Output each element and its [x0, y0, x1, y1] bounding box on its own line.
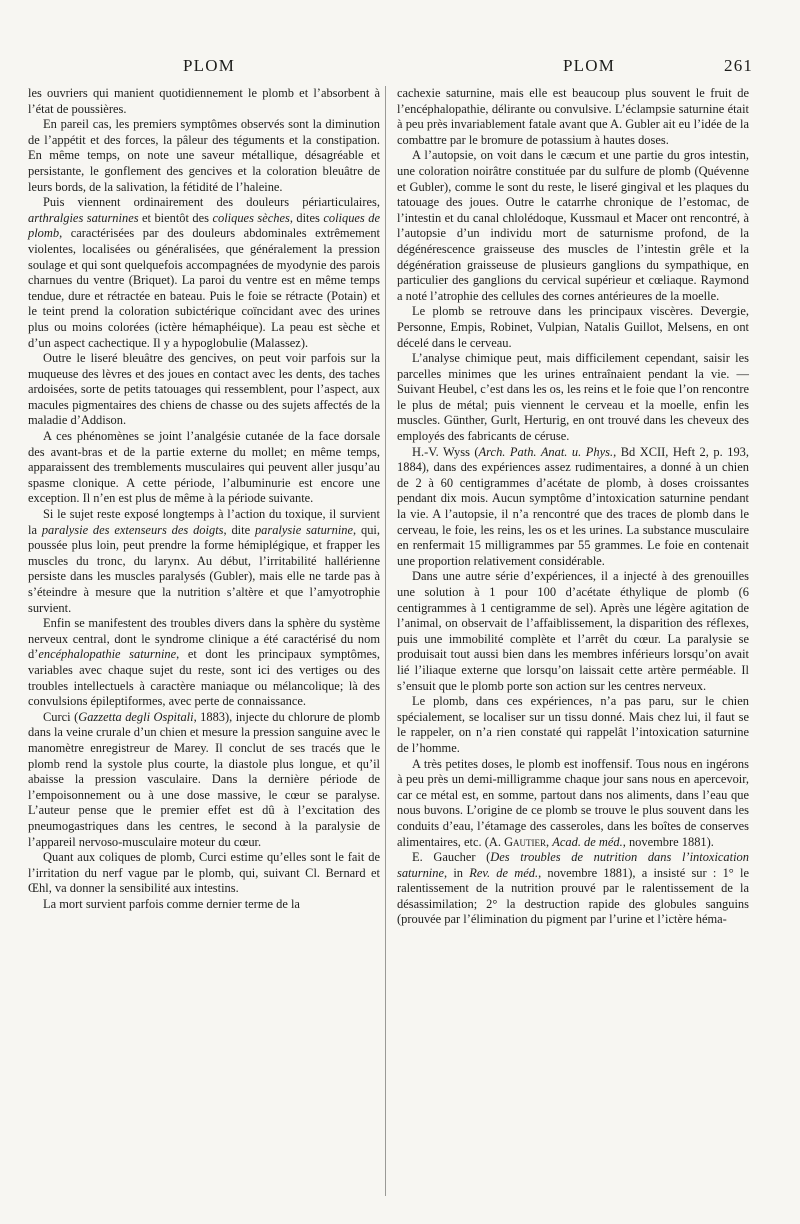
paragraph: La mort survient parfois comme dernier terme de la	[43, 896, 300, 911]
paragraph: Curci (Gazzetta degli Ospitali, 1883), injecte du chlorure de plomb dans la veine crurale d’un chien et mesure la pression sanguine avec le manomètre enregistreur de Marey. Il conclut de ses tracés que le plomb rend la systole plus courte, la diastole plus longue, et qu’il abaisse la pression vasculaire. Dans la dernière période de l’empoisonnement ou à une dose massive, le cœur se paralyse. L’auteur pense que le premier effet est dû à l’excitation des pneumogastriques dans les centres, le second à la paralysie de l’appareil nervoso-musculaire moteur du cœur.	[28, 709, 381, 849]
paragraph: H.-V. Wyss (Arch. Path. Anat. u. Phys., Bd XCII, Heft 2, p. 193, 1884), dans des expériences assez rudimentaires, a donné à un chien de 2 à 60 centigrammes d’acétate de plomb, à doses croissantes pendant dix mois. Aucun symptôme d’intoxication saturnine pendant la vie. A l’autopsie, il n’a rencontré que des traces de plomb dans le cerveau, le foie, les reins, les os et les urines. La substance musculaire en renfermait 15 milligrammes par 55 grammes. Le foie en contenait une proportion relativement considérable.	[397, 444, 750, 568]
running-head-left: PLOM	[183, 56, 236, 75]
paragraph: A ces phénomènes se joint l’analgésie cutanée de la face dorsale des avant-bras et de la partie externe du mollet; en même temps, apparaissent des tremblements musculaires qui peuvent aller jusqu’au spasme clonique. A cette période, l’albuminurie est encore une exception. Il n’en est plus de même à la période suivante.	[28, 429, 380, 506]
paragraph: cachexie saturnine, mais elle est beaucoup plus souvent le fruit de l’encéphalopathie, délirante ou convulsive. L’éclampsie saturnine était à peu près invariablement fatale avant que A. Gubler ait eu l’idée de la combattre par le bromure de potassium à hautes doses.	[397, 86, 749, 147]
paragraph: Dans une autre série d’expériences, il a injecté à des grenouilles une solution à 1 pour 100 d’acétate éthylique de plomb (6 centigrammes à 1 centigramme de sel). Après une légère agitation de l’animal, on observait de l’affaiblissement, la disparition des réflexes, puis une immobilité complète et l’arrêt du cœur. La paralysie se produisait tout aussi bien dans les membres inférieurs lorsqu’on avait lié l’iliaque externe que lorsqu’on laissait cette artère perméable. Il s’ensuit que le plomb porte son action sur les centres nerveux.	[397, 569, 749, 693]
paragraph: Le plomb se retrouve dans les principaux viscères. Devergie, Personne, Empis, Robinet, Vulpian, Natalis Guillot, Melsens, en ont décelé dans le cerveau.	[397, 304, 749, 350]
paragraph: Enfin se manifestent des troubles divers dans la sphère du système nerveux central, dont le syndrome clinique a été caractérisé du nom d’encéphalopathie saturnine, et dont les principaux symptômes, variables avec chaque sujet du reste, sont ici des vertiges ou des troubles intellectuels à caractère maniaque ou mélancolique; là des convulsions épileptiformes, avec perte de connaissance.	[28, 616, 380, 709]
paragraph: E. Gaucher (Des troubles de nutrition dans l’intoxication saturnine, in Rev. de méd., novembre 1881), a insisté sur : 1° le ralentissement de la nutrition prouvé par le ralentissement de la désassimilation; 2° la destruction rapide des globules sanguins (prouvée par l’élimination du pigment par l’urine et l’ictère héma-	[397, 850, 749, 927]
paragraph: Quant aux coliques de plomb, Curci estime qu’elles sont le fait de l’irritation du nerf vague par le plomb, qui, suivant Cl. Bernard et Œhl, va donner la sensibilité aux intestins.	[28, 850, 380, 896]
paragraph: En pareil cas, les premiers symptômes observés sont la diminution de l’appétit et des forces, la pâleur des téguments et la constipation. En même temps, on note une saveur métallique, désagréable et persistante, le gonflement des gencives et la coloration bleuâtre de leurs bords, de la salivation, la fétidité de l’haleine.	[28, 117, 380, 194]
running-head-right: PLOM	[563, 56, 616, 75]
paragraph: les ouvriers qui manient quotidiennement le plomb et l’absorbent à l’état de poussières.	[28, 86, 380, 116]
page-number: 261	[724, 56, 754, 75]
right-column	[397, 86, 749, 928]
paragraph: A très petites doses, le plomb est inoffensif. Tous nous en ingérons à peu près un demi-milligramme chaque jour sans nous en apercevoir, car ce métal est, en somme, partout dans nos aliments, dans l’eau que nous buvons. L’origine de ce plomb se trouve le plus souvent dans les conduits d’eau, l’étamage des casseroles, dans les boîtes de conserves alimentaires, etc. (A. Gautier, Acad. de méd., novembre 1881).	[397, 756, 749, 849]
paragraph: A l’autopsie, on voit dans le cæcum et une partie du gros intestin, une coloration noirâtre constituée par du sulfure de plomb (Quévenne et Gubler), comme le sont du reste, le liseré gingival et les plaques du tatouage des joues. Outre le catarrhe chronique de l’estomac, de l’intestin et du canal chlolédoque, Kussmaul et Macer ont rencontré, à l’autopsie d’un individu mort de saturnisme profond, de la dégénérescence graisseuse des muscles de l’intestin grêle et la dégénération graisseuse de plusieurs ganglions du sympathique, en particulier des ganglions du cervical supérieur et cœliaque. Raymond a noté l’atrophie des cellules des cornes antérieures de la moelle.	[397, 148, 749, 303]
paragraph: L’analyse chimique peut, mais difficilement cependant, saisir les parcelles minimes que les urines entraînaient pendant la vie. — Suivant Heubel, c’est dans les os, les reins et le foie que l’on rencontre le plus de métal; puis viennent le cerveau et la moelle, enfin les muscles. Günther, Gurlt, Herturig, en ont trouvé dans les cheveux des employés des fabricants de céruse.	[397, 351, 749, 444]
paragraph: Puis viennent ordinairement des douleurs périarticulaires, arthralgies saturnines et bientôt des coliques sèches, dites coliques de plomb, caractérisées par des douleurs abdominales extrêmement violentes, localisées ou généralisées, que généralement la pression soulage et qui sont quelquefois accompagnées de myodynie des parois charnues du ventre (Briquet). La paroi du ventre est en même temps tendue, dure et rétractée en bateau. Puis le foie se rétracte (Potain) et le teint prend la coloration subictérique coïncidant avec des urines plus ou moins colorées (ictère hémaphéique). La peau est sèche et d’un aspect cachectique. Il y a hypoglobulie (Malassez).	[28, 195, 380, 350]
paragraph: Si le sujet reste exposé longtemps à l’action du toxique, il survient la paralysie des extenseurs des doigts, dite paralysie saturnine, qui, poussée plus loin, peut prendre la forme hémiplégique, et frapper les muscles du tronc, du larynx. Au début, l’irritabilité hallérienne persiste dans les muscles paralysés (Gubler), mais elle ne tarde pas à s’éteindre à mesure que la nutrition s’altère et que l’amyotrophie survient.	[28, 507, 380, 615]
paragraph: Le plomb, dans ces expériences, n’a pas paru, sur le chien spécialement, se localiser sur un tissu donné. Mais chez lui, il faut se le rappeler, on n’a rien constaté qui rappelât l’intoxication saturnine de l’homme.	[397, 694, 749, 755]
paragraph: Outre le liseré bleuâtre des gencives, on peut voir parfois sur la muqueuse des lèvres et des joues en contact avec les dents, des taches ardoisées, sorte de petits tatouages qui ressemblent, pour l’aspect, aux macules pigmentaires des chiens de chasse ou des sujets affectés de la maladie d’Addison.	[28, 351, 380, 428]
left-column	[28, 86, 380, 912]
column-divider	[385, 86, 386, 1196]
